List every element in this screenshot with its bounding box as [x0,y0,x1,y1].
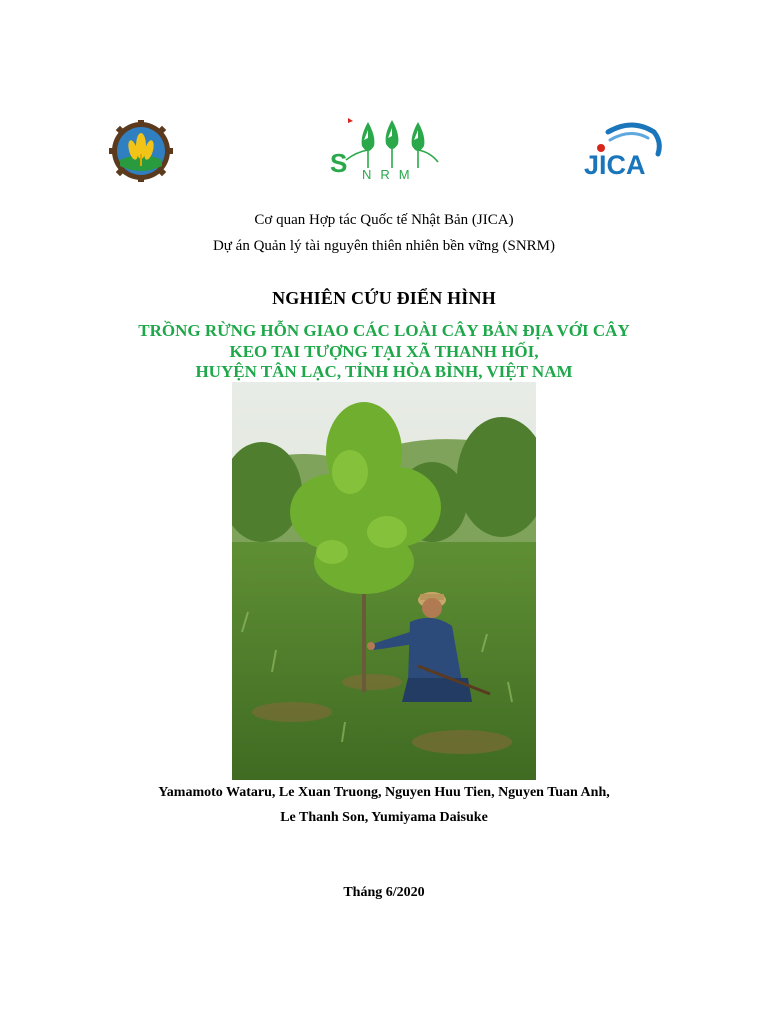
document-heading: NGHIÊN CỨU ĐIỂN HÌNH [272,288,496,308]
organization-line-1: Cơ quan Hợp tác Quốc tế Nhật Bản (JICA) [254,212,514,228]
snrm-logo-icon [326,112,444,184]
publication-date: Tháng 6/2020 [343,885,425,900]
svg-text:NRM: NRM [362,167,419,182]
svg-text:JICA: JICA [584,150,646,180]
authors-line-1: Yamamoto Wataru, Le Xuan Truong, Nguyen Huu Tien, Nguyen Tuan Anh, [158,785,610,800]
svg-text:S: S [330,148,348,178]
title-line-1: TRỒNG RỪNG HỖN GIAO CÁC LOÀI CÂY BẢN ĐỊA VỚI CÂY [138,321,630,340]
authors-line-2: Le Thanh Son, Yumiyama Daisuke [280,810,488,825]
title-line-2: KEO TAI TƯỢNG TẠI XÃ THANH HỐI, [229,342,539,361]
jica-logo-icon [580,118,662,180]
title-line-3: HUYỆN TÂN LẠC, TỈNH HÒA BÌNH, VIỆT NAM [195,362,573,381]
mard-emblem-icon [108,120,174,182]
organization-line-2: Dự án Quản lý tài nguyên thiên nhiên bền vững (SNRM) [212,238,556,254]
cover-photo-seedling-planter [232,382,536,780]
